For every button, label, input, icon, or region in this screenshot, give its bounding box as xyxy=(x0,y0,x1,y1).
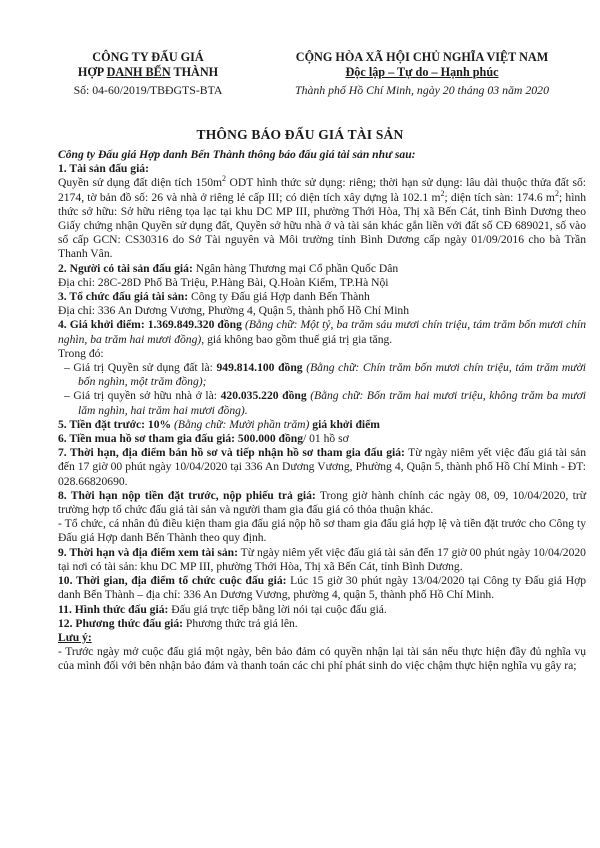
section-7 xyxy=(58,446,586,489)
section-5-tail: giá khởi điểm xyxy=(309,417,380,431)
item-land-amount: 949.814.100 đồng xyxy=(216,361,303,375)
s1-sup3: 2 xyxy=(554,188,559,198)
s1-sup1: 2 xyxy=(222,174,227,184)
s1-text-part2: ODT hình thức sử dụng: riêng; thời hạn sử dụng: lâu dài thuộc thửa đất số: 2174, tờ bản đồ số: 26 và nhà ở riêng lẻ cấp III; có diện tích xây dựng là 102.1 m xyxy=(58,176,587,204)
section-2-text: Ngân hàng Thương mại Cổ phần Quốc Dân xyxy=(192,261,399,275)
section-8-para2: - Tổ chức, cá nhân đủ điều kiện tham gia đấu giá nộp hồ sơ tham gia đấu giá hợp lệ và tiền đặt trước cho Công ty Đấu giá Hợp danh Bến Thành theo quy định. xyxy=(58,517,586,545)
section-10-text: Lúc 15 giờ 30 phút ngày 13/04/2020 tại Công ty Đấu giá Hợp danh Bến Thành – địa chỉ: 336 An Dương Vương, phường 4, quận 5, thành phố Hồ Chí Minh. xyxy=(58,574,586,602)
note-heading: Lưu ý: xyxy=(58,630,92,644)
section-10 xyxy=(58,574,586,602)
section-3-address: Địa chỉ: 336 An Dương Vương, Phường 4, Quận 5, thành phố Hồ Chí Minh xyxy=(58,304,410,318)
section-9-text: Từ ngày niêm yết việc đấu giá tài sản đến 17 giờ 00 phút ngày 10/04/2020 tại nơi có tài sản: khu DC MP III, phường Thới Hòa, Thị xã Bến Cát, tỉnh Bình Dương. xyxy=(58,545,586,573)
s1-text-part3: ; diện tích sàn: 174.6 m xyxy=(444,190,555,204)
section-11-heading: 11. Hình thức đấu giá: xyxy=(58,602,169,616)
section-4-heading: 4. Giá khởi điểm: 1.369.849.320 đồng xyxy=(58,318,242,332)
place-and-date: Thành phố Hồ Chí Minh, ngày 20 tháng 03 năm 2020 xyxy=(295,83,549,97)
section-4-words: (Bằng chữ: Một tỷ, ba trăm sáu mươi chín triệu, tám trăm bốn mươi chín nghìn, ba trăm hai mươi đồng) xyxy=(58,318,587,346)
company-name-line2-pre: HỢP xyxy=(77,65,107,79)
document-body xyxy=(58,148,586,674)
section-3 xyxy=(58,290,586,304)
section-7-heading: 7. Thời hạn, địa điểm bán hồ sơ và tiếp nhận hồ sơ tham gia đấu giá: xyxy=(58,446,405,460)
section-2 xyxy=(58,262,586,276)
section-3-text: Công ty Đấu giá Hợp danh Bến Thành xyxy=(188,290,370,304)
section-2-address: Địa chỉ: 28C-28D Phố Bà Triệu, P.Hàng Bài, Q.Hoàn Kiếm, TP.Hà Nội xyxy=(58,275,389,289)
s1-text-part4: ; hình thức sở hữu: Sở hữu riêng tọa lạc tại khu DC MP III, phường Thới Hòa, Thị xã Bến Cát, tỉnh Bình Dương theo Giấy chứng nhận Quyền sử dụng đất, Quyền sở hữu nhà ở và tài sản khác gắn liền với đất số CĐ 689021, số vào sổ cấp GCN: CS30316 do Sở Tài nguyên và Môi trường tỉnh Bình Dương cấp ngày 01/09/2016 cho bà Trần Thanh Vân. xyxy=(58,190,587,261)
section-9-heading: 9. Thời hạn và địa điểm xem tài sản: xyxy=(58,545,238,559)
national-block xyxy=(262,50,582,98)
item-house-words: (Bằng chữ: Bốn trăm hai mươi triệu, không trăm ba mươi lăm nghìn, hai trăm hai mươi đồng). xyxy=(78,389,586,417)
republic-name: CỘNG HÒA XÃ HỘI CHỦ NGHĨA VIỆT NAM xyxy=(295,50,549,64)
section-1 xyxy=(58,162,586,176)
document-header xyxy=(0,50,600,108)
section-12 xyxy=(58,617,586,631)
s1-text-part1: Quyền sử dụng đất diện tích 150m xyxy=(58,176,223,190)
item-land-label: – Giá trị Quyền sử dụng đất là: xyxy=(64,361,217,375)
intro-line: Công ty Đấu giá Hợp danh Bến Thành thông báo đấu giá tài sản như sau: xyxy=(58,148,416,161)
section-5-heading: 5. Tiền đặt trước: 10% xyxy=(58,417,172,431)
company-name-line2 xyxy=(58,65,238,80)
section-5-words: (Bằng chữ: Mười phần trăm) xyxy=(171,417,310,431)
section-4-item-house xyxy=(58,389,586,417)
section-11 xyxy=(58,603,586,617)
item-land-words: (Bằng chữ: Chín trăm bốn mươi chín triệu, tám trăm mười bốn nghìn, một trăm đồng); xyxy=(78,361,587,389)
item-house-amount: 420.035.220 đồng xyxy=(220,389,307,403)
section-1-text xyxy=(58,176,586,261)
section-4-item-land xyxy=(58,361,586,389)
section-10-heading: 10. Thời gian, địa điểm tổ chức cuộc đấu giá: xyxy=(58,574,287,588)
section-1-heading: 1. Tài sản đấu giá: xyxy=(58,162,149,176)
company-name-line2-underlined: DANH BẾN xyxy=(106,65,171,79)
document-number: Số: 04-60/2019/TBĐGTS-BTA xyxy=(73,83,223,97)
section-8-heading: 8. Thời hạn nộp tiền đặt trước, nộp phiếu trả giá: xyxy=(58,488,316,502)
section-4-tail: , giá không bao gồm thuế giá trị gia tăng. xyxy=(201,332,393,346)
section-4 xyxy=(58,318,586,346)
document-title: THÔNG BÁO ĐẤU GIÁ TÀI SẢN xyxy=(196,127,404,142)
section-2-heading: 2. Người có tài sản đấu giá: xyxy=(58,261,193,275)
section-8 xyxy=(58,489,586,517)
item-house-label: – Giá trị quyền sở hữu nhà ở là: xyxy=(64,389,221,403)
company-name-line2-post: THÀNH xyxy=(170,65,219,79)
section-4-within: Trong đó: xyxy=(58,346,104,360)
section-9 xyxy=(58,546,586,574)
section-12-text: Phương thức trả giá lên. xyxy=(183,616,298,630)
section-7-text: Từ ngày niêm yết việc đấu giá tài sản đến 17 giờ 00 phút ngày 10/04/2020 tại 336 An Dương Vương, Phường 4, Quận 5, thành phố Hồ Chí Minh - ĐT: 028.66820690. xyxy=(58,446,586,488)
section-3-heading: 3. Tổ chức đấu giá tài sản: xyxy=(58,290,189,304)
company-name-line1: CÔNG TY ĐẤU GIÁ xyxy=(92,50,204,64)
section-8-text: Trong giờ hành chính các ngày 08, 09, 10/04/2020, trừ trường hợp tổ chức đấu giá tài sản và người tham gia đấu giá có thỏa thuận khác. xyxy=(58,488,586,517)
section-12-heading: 12. Phương thức đấu giá: xyxy=(58,616,184,630)
section-6-tail: / 01 hồ sơ xyxy=(303,432,349,446)
national-motto xyxy=(262,65,582,80)
note-text: - Trước ngày mở cuộc đấu giá một ngày, bên bảo đảm có quyền nhận lại tài sản nếu thực hiện đầy đủ nghĩa vụ của mình đối với bên nhận bảo đảm và thanh toán các chi phí phát sinh do việc chậm thực hiện nghĩa vụ gây ra; xyxy=(58,645,586,673)
s1-sup2: 2 xyxy=(440,188,445,198)
issuer-block xyxy=(58,50,238,98)
section-6 xyxy=(58,432,586,446)
section-5 xyxy=(58,418,586,432)
section-11-text: Đấu giá trực tiếp bằng lời nói tại cuộc đấu giá. xyxy=(168,602,387,616)
national-motto-text: Độc lập – Tự do – Hạnh phúc xyxy=(345,65,499,79)
section-6-heading: 6. Tiền mua hồ sơ tham gia đấu giá: 500.000 đồng xyxy=(58,432,304,446)
